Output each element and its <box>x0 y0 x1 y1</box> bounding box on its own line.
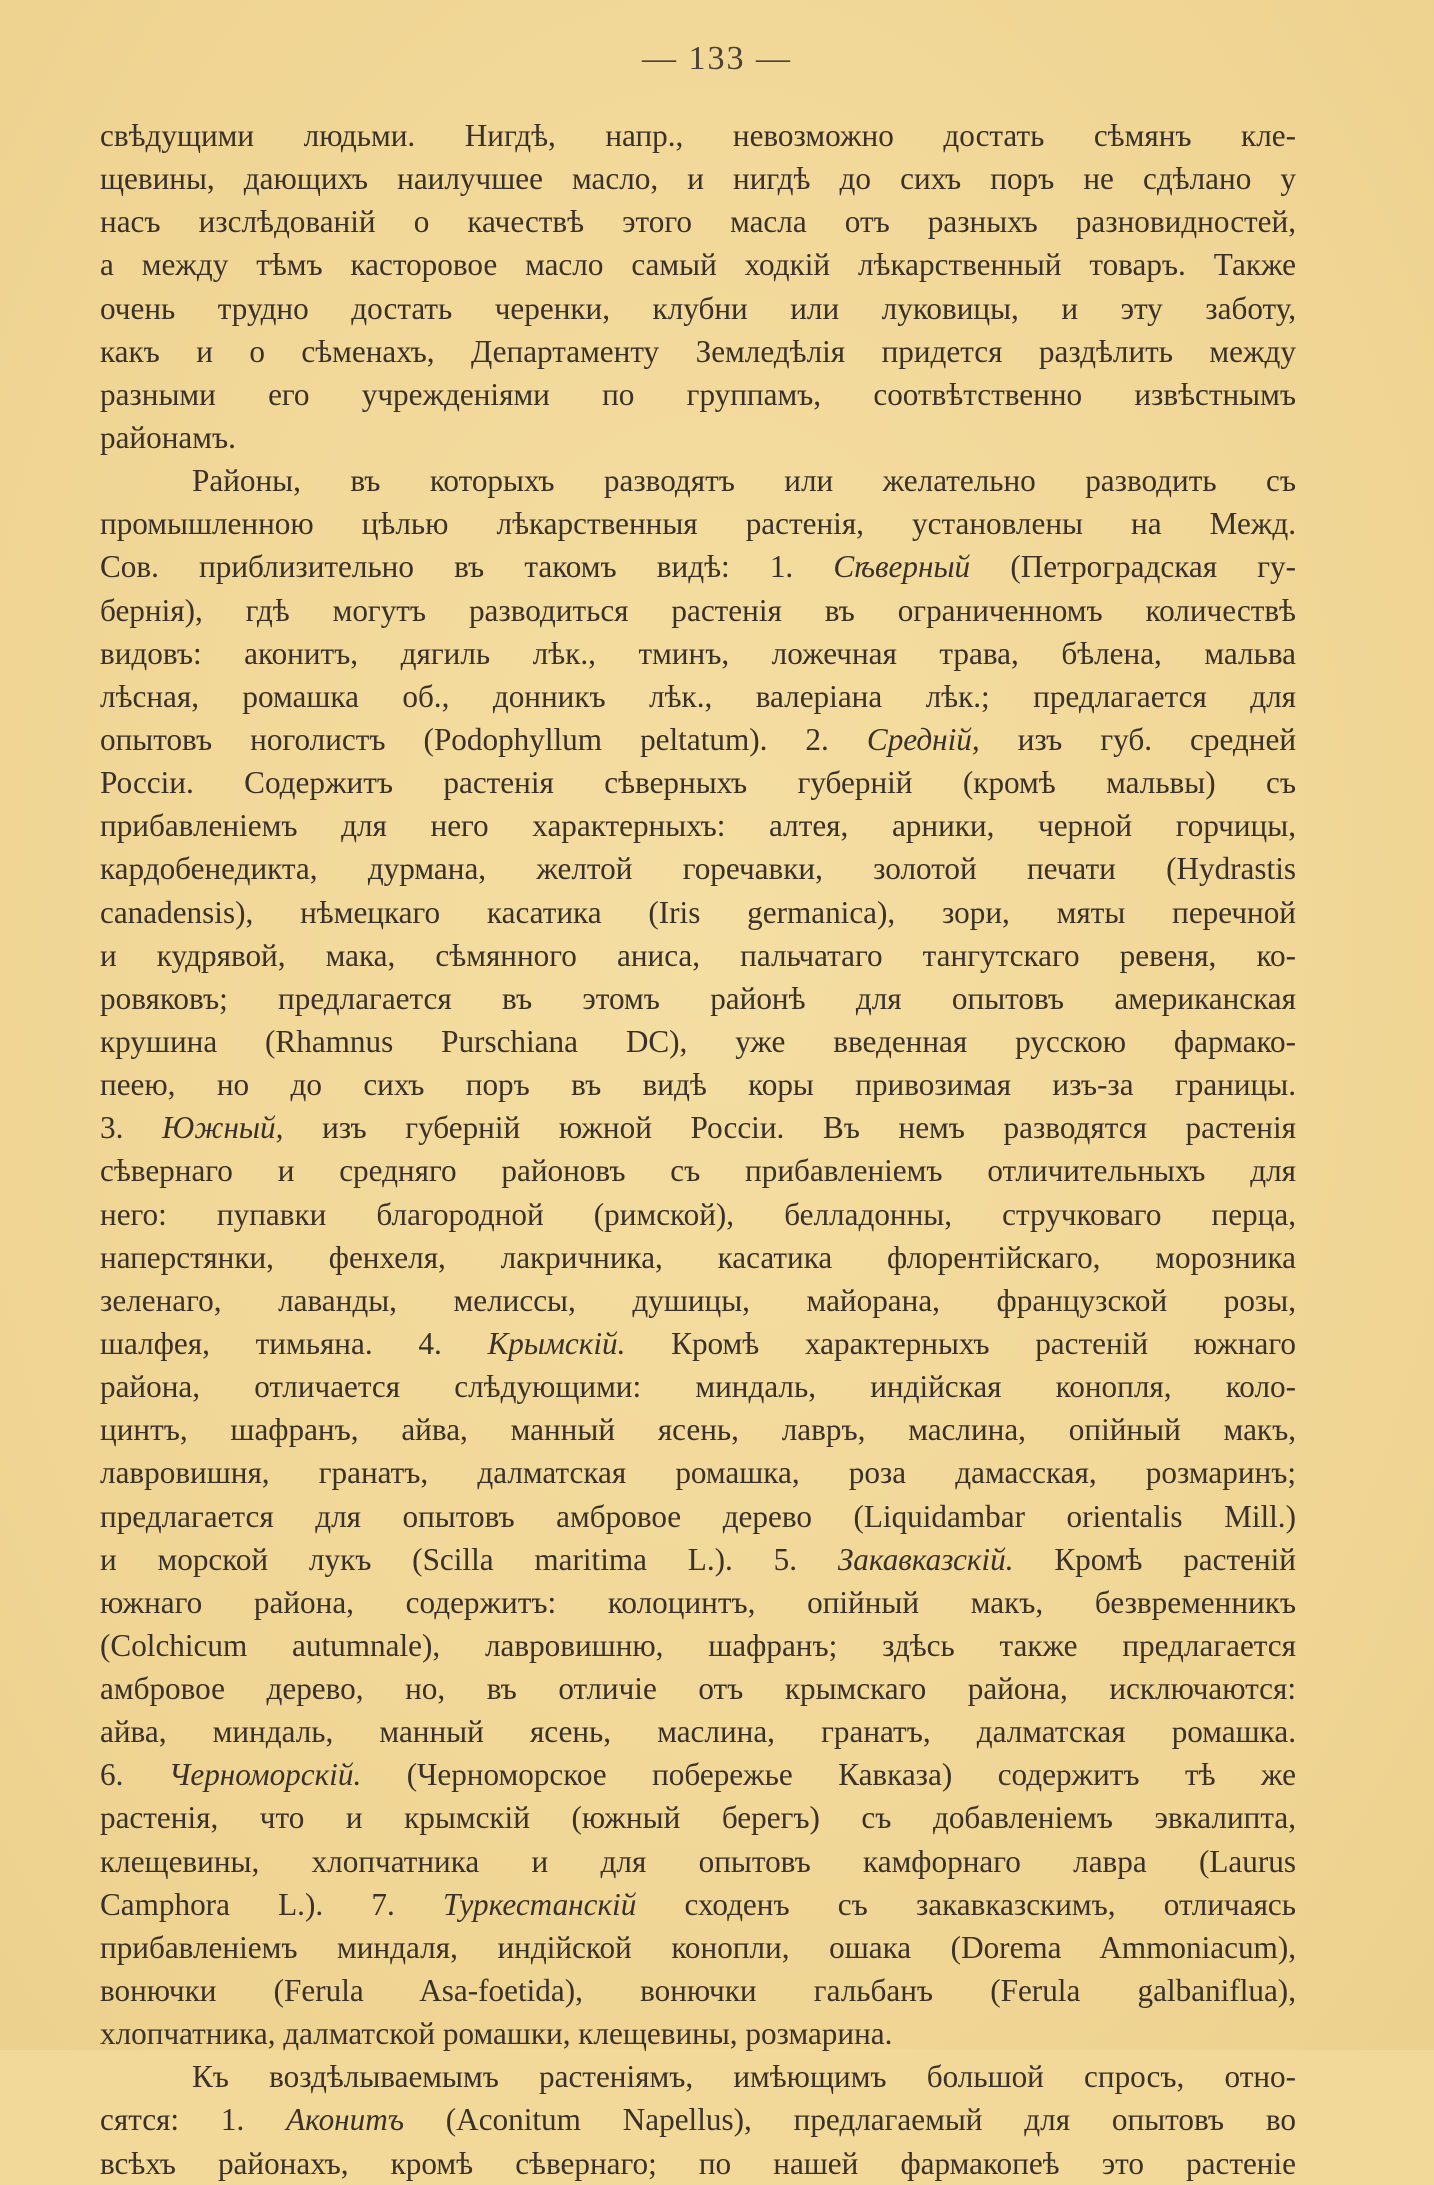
text-segment: и морской лукъ (Scilla maritima L.). 5. <box>100 1541 838 1577</box>
text-line: разными его учрежденіями по группамъ, соотвѣтственно извѣстнымъ <box>100 376 1296 412</box>
text-line: промышленною цѣлью лѣкарственныя растенія, установлены на Межд. <box>100 506 1296 542</box>
text-line: ровяковъ; предлагается въ этомъ районѣ для опытовъ американская <box>100 980 1296 1016</box>
region-name: Средній, <box>866 721 980 757</box>
text-line: canadensis), нѣмецкаго касатика (Iris germanica), зори, мяты перечной <box>100 894 1296 930</box>
region-name: Черноморскій. <box>168 1757 362 1793</box>
text-line: цинтъ, шафранъ, айва, манный ясень, лавръ, маслина, опійный макъ, <box>100 1412 1296 1448</box>
text-line: видовъ: аконитъ, дягиль лѣк., тминъ, ложечная трава, бѣлена, мальва <box>100 635 1296 671</box>
region-name: Закавказскій. <box>837 1541 1014 1577</box>
page-number: — 133 — <box>642 40 792 77</box>
text-line: клещевины, хлопчатника и для опытовъ камфорнаго лавра (Laurus <box>100 1843 1296 1879</box>
text-line <box>100 1753 1296 1796</box>
text-line <box>100 718 1296 761</box>
text-segment: (Aconitum Napellus), предлагаемый для опытовъ во <box>403 2102 1296 2138</box>
text-line: амбровое дерево, но, въ отличіе отъ крымскаго района, исключаются: <box>100 1671 1296 1707</box>
text-segment: изъ губ. средней <box>979 721 1297 757</box>
text-segment: изъ губерній южной Россіи. Въ немъ разводятся растенія <box>283 1110 1297 1146</box>
text-line: Районы, въ которыхъ разводятъ или желательно разводить съ <box>192 463 1296 499</box>
text-line: предлагается для опытовъ амбровое дерево (Liquidambar orientalis Mill.) <box>100 1498 1296 1534</box>
text-line <box>100 1538 1296 1581</box>
text-line: него: пупавки благородной (римской), белладонны, стручковаго перца, <box>100 1196 1296 1232</box>
text-line <box>100 1322 1296 1365</box>
text-line: районамъ. <box>100 419 236 455</box>
text-segment: Camphora L.). 7. <box>100 1886 443 1922</box>
text-line: хлопчатника, далматской ромашки, клещевины, розмарина. <box>100 2016 893 2052</box>
text-line: всѣхъ районахъ, кромѣ сѣвернаго; по нашей фармакопеѣ это растеніе <box>100 2145 1296 2181</box>
text-segment: сходенъ съ закавказскимъ, отличаясь <box>636 1886 1296 1922</box>
text-line: насъ изслѣдованій о качествѣ этого масла отъ разныхъ разновидностей, <box>100 204 1296 240</box>
text-line: прибавленіемъ миндаля, индійской конопли, ошака (Dorema Ammoniacum), <box>100 1929 1296 1965</box>
text-segment: (Черноморское побережье Кавказа) содержитъ тѣ же <box>361 1757 1296 1793</box>
text-line: вонючки (Ferula Asa-foetida), вонючки гальбанъ (Ferula galbaniflua), <box>100 1973 1296 2009</box>
region-name: Южный, <box>162 1110 284 1146</box>
text-segment: (Петроградская гу- <box>970 549 1297 585</box>
text-line: свѣдущими людьми. Нигдѣ, напр., невозможно достать сѣмянъ кле- <box>100 118 1296 153</box>
text-segment: 6. <box>100 1757 169 1793</box>
region-name: Туркестанскій <box>442 1886 637 1922</box>
text-line: прибавленіемъ для него характерныхъ: алтея, арники, черной горчицы, <box>100 808 1296 844</box>
text-line: района, отличается слѣдующими: миндаль, индійская конопля, коло- <box>100 1369 1296 1405</box>
text-segment: Кромѣ растеній <box>1013 1541 1296 1577</box>
text-line: лавровишня, гранатъ, далматская ромашка, роза дамасская, розмаринъ; <box>100 1455 1296 1491</box>
text-line: очень трудно достать черенки, клубни или луковицы, и эту заботу, <box>100 290 1296 326</box>
region-name: Крымскій. <box>487 1325 626 1361</box>
text-line <box>100 545 1296 588</box>
text-line: зеленаго, лаванды, мелиссы, душицы, майорана, французской розы, <box>100 1282 1296 1318</box>
text-line: щевины, дающихъ наилучшее масло, и нигдѣ до сихъ поръ не сдѣлано у <box>100 161 1296 197</box>
text-line: айва, миндаль, манный ясень, маслина, гранатъ, далматская ромашка. <box>100 1714 1296 1750</box>
region-name: Аконитъ <box>286 2102 404 2138</box>
text-segment: шалфея, тимьяна. 4. <box>100 1325 488 1361</box>
text-line: пеею, но до сихъ поръ въ видѣ коры привозимая изъ-за границы. <box>100 1067 1296 1103</box>
body-text <box>100 114 1296 2185</box>
text-line <box>100 2098 1296 2141</box>
text-line: а между тѣмъ касторовое масло самый ходкій лѣкарственный товаръ. Также <box>100 247 1296 283</box>
text-line: южнаго района, содержитъ: колоцинтъ, опійный макъ, безвременникъ <box>100 1584 1296 1620</box>
text-line: (Colchicum autumnale), лавровишню, шафранъ; здѣсь также предлагается <box>100 1627 1296 1663</box>
text-line <box>100 1883 1296 1926</box>
text-line: сѣвернаго и средняго районовъ съ прибавленіемъ отличительныхъ для <box>100 1153 1296 1189</box>
text-segment: сятся: 1. <box>100 2102 287 2138</box>
text-line <box>100 1106 1296 1149</box>
text-segment: Сов. приблизительно въ такомъ видѣ: 1. <box>100 549 834 585</box>
text-line: крушина (Rhamnus Purschiana DC), уже введенная русскою фармако- <box>100 1023 1296 1059</box>
text-line: лѣсная, ромашка об., донникъ лѣк., валеріана лѣк.; предлагается для <box>100 678 1296 714</box>
text-line: Къ воздѣлываемымъ растеніямъ, имѣющимъ большой спросъ, отно- <box>192 2059 1296 2095</box>
text-line: какъ и о сѣменахъ, Департаменту Земледѣлія придется раздѣлить между <box>100 333 1296 369</box>
region-name: Сѣверный <box>833 549 971 585</box>
text-segment: 3. <box>100 1110 163 1146</box>
text-segment: опытовъ ноголистъ (Podophyllum peltatum). 2. <box>100 721 867 757</box>
text-line: бернія), гдѣ могутъ разводиться растенія въ ограниченномъ количествѣ <box>100 592 1296 628</box>
text-line: Россіи. Содержитъ растенія сѣверныхъ губерній (кромѣ мальвы) съ <box>100 765 1296 801</box>
text-line: растенія, что и крымскій (южный берегъ) съ добавленіемъ эвкалипта, <box>100 1800 1296 1836</box>
text-line: наперстянки, фенхеля, лакричника, касатика флорентійскаго, морозника <box>100 1239 1296 1275</box>
text-segment: Кромѣ характерныхъ растеній южнаго <box>625 1325 1296 1361</box>
text-line: кардобенедикта, дурмана, желтой горечавки, золотой печати (Hydrastis <box>100 851 1296 887</box>
text-line: и кудрявой, мака, сѣмянного аниса, пальчатаго тангутскаго ревеня, ко- <box>100 937 1296 973</box>
